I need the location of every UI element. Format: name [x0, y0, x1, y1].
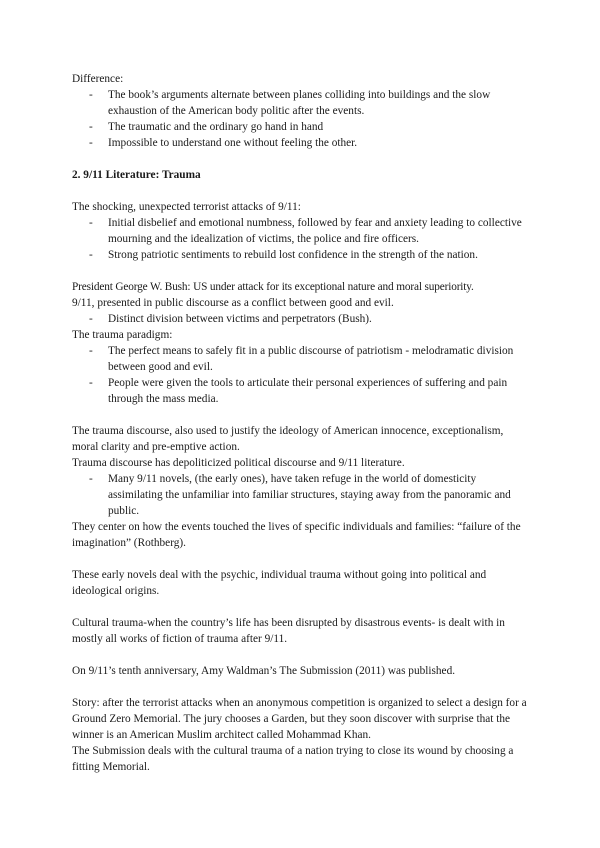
- list-item: - Many 9/11 novels, (the early ones), have taken refuge in the world of domesticity assimilating the unfamiliar into familiar structures, staying away from the panoramic and public.: [72, 471, 532, 519]
- list-item: - The perfect means to safely fit in a public discourse of patriotism - melodramatic division between good and evil.: [72, 343, 532, 375]
- list-item: - Impossible to understand one without feeling the other.: [72, 135, 532, 151]
- page-content: [72, 71, 532, 775]
- list-item: - Initial disbelief and emotional numbness, followed by fear and anxiety leading to collective mourning and the idealization of victims, the police and fire officers.: [72, 215, 532, 247]
- story-paragraph: Story: after the terrorist attacks when an anonymous competition is organized to select a design for a Ground Zero Memorial. The jury chooses a Garden, but they soon discover with surprise that the winner is an American Muslim architect called Mohammad Khan.: [72, 697, 527, 741]
- cultural-trauma-paragraph: Cultural trauma-when the country’s life has been disrupted by disastrous events- is dealt with in mostly all works of fiction of trauma after 9/11.: [72, 617, 505, 645]
- list-item: - People were given the tools to articulate their personal experiences of suffering and pain through the mass media.: [72, 375, 532, 407]
- anniversary-paragraph: On 9/11’s tenth anniversary, Amy Waldman’s The Submission (2011) was published.: [72, 665, 456, 677]
- center-paragraph: They center on how the events touched the lives of specific individuals and families: “failure of the imagination” (Rothberg).: [72, 521, 521, 549]
- paradigm-list: [72, 343, 532, 407]
- attacks-list: [72, 215, 532, 263]
- attacks-intro: The shocking, unexpected terrorist attacks of 9/11:: [72, 201, 301, 213]
- list-item: - The traumatic and the ordinary go hand in hand: [72, 119, 532, 135]
- bush-paragraph: President George W. Bush: US under attack for its exceptional nature and moral superiority.: [72, 281, 474, 293]
- list-item: - Distinct division between victims and perpetrators (Bush).: [72, 311, 532, 327]
- early-novels-paragraph: These early novels deal with the psychic, individual trauma without going into political and ideological origins.: [72, 569, 487, 597]
- difference-list: [72, 87, 532, 151]
- paradigm-heading: The trauma paradigm:: [72, 329, 173, 341]
- list-item: - Strong patriotic sentiments to rebuild lost confidence in the strength of the nation.: [72, 247, 532, 263]
- submission-paragraph: The Submission deals with the cultural trauma of a nation trying to close its wound by choosing a fitting Memorial.: [72, 745, 514, 773]
- section-title: 2. 9/11 Literature: Trauma: [72, 169, 201, 181]
- bush-discourse: 9/11, presented in public discourse as a conflict between good and evil.: [72, 297, 394, 309]
- depoliticized-line: Trauma discourse has depoliticized political discourse and 9/11 literature.: [72, 457, 405, 469]
- discourse-list: [72, 471, 532, 519]
- difference-heading: Difference:: [72, 73, 124, 85]
- bush-list: [72, 311, 532, 327]
- discourse-paragraph: The trauma discourse, also used to justify the ideology of American innocence, exceptionalism, moral clarity and pre-emptive action.: [72, 425, 504, 453]
- list-item: - The book’s arguments alternate between planes colliding into buildings and the slow exhaustion of the American body politic after the events.: [72, 87, 532, 119]
